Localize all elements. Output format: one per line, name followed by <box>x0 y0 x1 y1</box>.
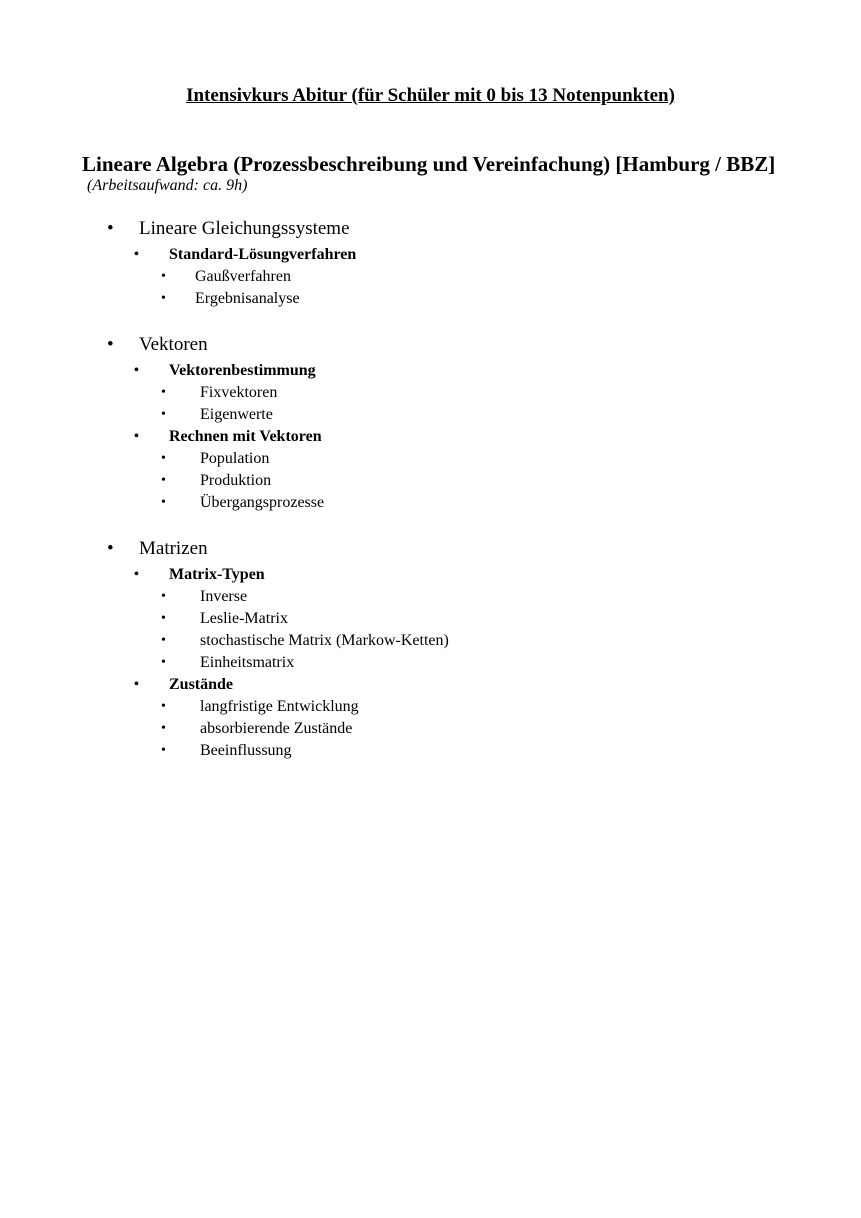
detail-label: Fixvektoren <box>200 384 278 401</box>
detail-label: Ergebnisanalyse <box>195 290 300 307</box>
subtopic-label: Rechnen mit Vektoren <box>169 428 322 445</box>
detail-label: Inverse <box>200 588 248 605</box>
detail-label: Gaußverfahren <box>195 268 291 285</box>
topic-item <box>0 214 861 244</box>
topic-item <box>0 534 861 564</box>
detail-label: Einheitsmatrix <box>200 654 295 671</box>
detail-item <box>0 696 861 718</box>
subtopic-label: Zustände <box>169 676 234 693</box>
detail-label: Beeinflussung <box>200 742 292 759</box>
detail-label: Produktion <box>200 472 272 489</box>
subtopic-item <box>0 360 861 382</box>
bullet-marker: • <box>161 699 166 714</box>
bullet-marker: • <box>161 721 166 736</box>
detail-item <box>0 382 861 404</box>
bullet-marker: • <box>107 538 114 559</box>
detail-item <box>0 630 861 652</box>
subtopic-item <box>0 564 861 586</box>
detail-item <box>0 492 861 514</box>
subtopic-label: Standard-Lösungverfahren <box>169 246 357 263</box>
subtopic-label: Vektorenbestimmung <box>169 362 316 379</box>
detail-label: Population <box>200 450 270 467</box>
bullet-marker: • <box>161 743 166 758</box>
topic-item <box>0 330 861 360</box>
section-note: (Arbeitsaufwand: ca. 9h) <box>87 177 248 194</box>
detail-label: absorbierende Zustände <box>200 720 353 737</box>
bullet-marker: • <box>134 429 139 444</box>
detail-item <box>0 266 861 288</box>
subtopic-item <box>0 674 861 696</box>
topic-outline <box>0 214 861 762</box>
bullet-marker: • <box>161 291 166 306</box>
detail-item <box>0 288 861 310</box>
bullet-marker: • <box>161 611 166 626</box>
bullet-marker: • <box>161 385 166 400</box>
detail-label: Eigenwerte <box>200 406 273 423</box>
bullet-marker: • <box>161 589 166 604</box>
bullet-marker: • <box>134 247 139 262</box>
detail-item <box>0 740 861 762</box>
detail-item <box>0 404 861 426</box>
section-title: Lineare Algebra (Prozessbeschreibung und Vereinfachung) [Hamburg / BBZ] <box>82 152 776 176</box>
detail-item <box>0 608 861 630</box>
subtopic-item <box>0 244 861 266</box>
detail-label: Übergangsprozesse <box>200 494 325 511</box>
detail-item <box>0 470 861 492</box>
detail-label: Leslie-Matrix <box>200 610 288 627</box>
detail-item <box>0 448 861 470</box>
detail-item <box>0 718 861 740</box>
bullet-marker: • <box>107 218 114 239</box>
subtopic-label: Matrix-Typen <box>169 566 265 583</box>
topic-label: Matrizen <box>139 538 208 559</box>
bullet-marker: • <box>161 451 166 466</box>
subtopic-item <box>0 426 861 448</box>
bullet-marker: • <box>161 655 166 670</box>
topic-label: Lineare Gleichungssysteme <box>139 218 350 239</box>
spacer <box>0 514 861 534</box>
detail-item <box>0 586 861 608</box>
bullet-marker: • <box>161 633 166 648</box>
bullet-marker: • <box>134 677 139 692</box>
spacer <box>0 310 861 330</box>
detail-label: stochastische Matrix (Markow-Ketten) <box>200 632 449 649</box>
bullet-marker: • <box>161 269 166 284</box>
bullet-marker: • <box>161 473 166 488</box>
document-title: Intensivkurs Abitur (für Schüler mit 0 bis 13 Notenpunkten) <box>186 85 675 106</box>
bullet-marker: • <box>161 495 166 510</box>
bullet-marker: • <box>107 334 114 355</box>
bullet-marker: • <box>134 363 139 378</box>
bullet-marker: • <box>134 567 139 582</box>
detail-item <box>0 652 861 674</box>
detail-label: langfristige Entwicklung <box>200 698 359 715</box>
bullet-marker: • <box>161 407 166 422</box>
topic-label: Vektoren <box>139 334 208 355</box>
